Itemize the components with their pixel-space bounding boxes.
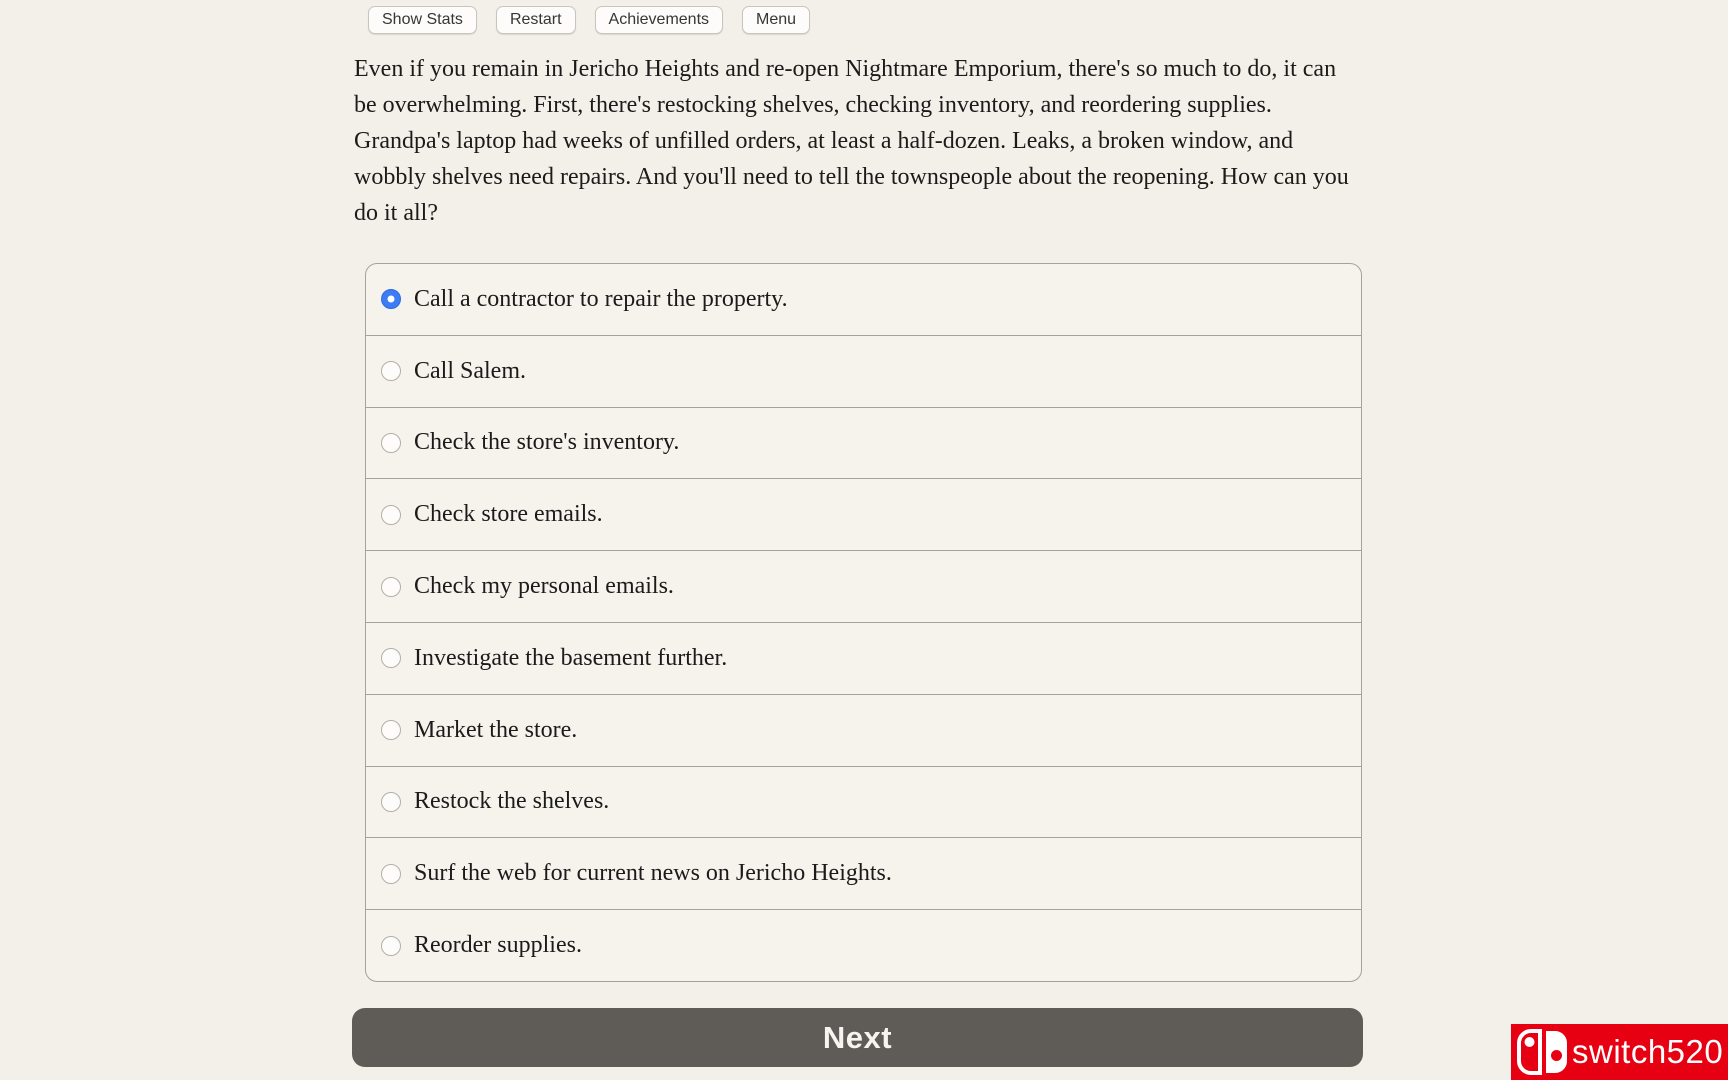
radio-button-selected[interactable] xyxy=(381,289,401,309)
choice-list xyxy=(365,263,1362,982)
choice-option-check-store-emails[interactable] xyxy=(366,478,1361,550)
choice-label: Reorder supplies. xyxy=(414,932,582,959)
toolbar-button-restart[interactable]: Restart xyxy=(496,6,576,34)
radio-button[interactable] xyxy=(381,361,401,381)
story-paragraph: Even if you remain in Jericho Heights and re-open Nightmare Emporium, there's so much to do, it can be overwhelming. First, there's restocking shelves, checking inventory, and reordering supplies. Grandpa's laptop had weeks of unfilled orders, at least a half-dozen. Leaks, a broken window, and wobbly shelves need repairs. And you'll need to tell the townspeople about the reopening. How can you do it all? xyxy=(354,56,1349,226)
toolbar-button-achievements[interactable]: Achievements xyxy=(595,6,724,34)
choice-label: Surf the web for current news on Jericho Heights. xyxy=(414,860,892,887)
radio-button[interactable] xyxy=(381,577,401,597)
choice-label: Market the store. xyxy=(414,716,578,743)
radio-button[interactable] xyxy=(381,648,401,668)
radio-button[interactable] xyxy=(381,433,401,453)
choice-label: Investigate the basement further. xyxy=(414,644,728,671)
choice-option-reorder-supplies[interactable] xyxy=(366,909,1361,981)
radio-button[interactable] xyxy=(381,792,401,812)
choice-label: Call Salem. xyxy=(414,357,526,384)
choice-option-call-a-contractor-to-repair-the-property[interactable] xyxy=(366,264,1361,335)
choice-option-restock-the-shelves[interactable] xyxy=(366,766,1361,838)
choice-option-check-the-store-s-inventory[interactable] xyxy=(366,407,1361,479)
toolbar xyxy=(368,6,810,34)
choice-option-investigate-the-basement-further[interactable] xyxy=(366,622,1361,694)
radio-button[interactable] xyxy=(381,720,401,740)
choice-label: Restock the shelves. xyxy=(414,788,610,815)
choice-option-surf-the-web-for-current-news-on-jericho-heights[interactable] xyxy=(366,837,1361,909)
choice-label: Check my personal emails. xyxy=(414,573,674,600)
nintendo-switch-icon xyxy=(1517,1029,1569,1075)
choice-label: Call a contractor to repair the property. xyxy=(414,285,788,312)
toolbar-button-menu[interactable]: Menu xyxy=(742,6,810,34)
radio-button[interactable] xyxy=(381,864,401,884)
choice-label: Check store emails. xyxy=(414,501,603,528)
watermark-badge xyxy=(1511,1024,1728,1080)
radio-button[interactable] xyxy=(381,505,401,525)
toolbar-button-show-stats[interactable]: Show Stats xyxy=(368,6,477,34)
choice-option-market-the-store[interactable] xyxy=(366,694,1361,766)
radio-button[interactable] xyxy=(381,936,401,956)
next-button[interactable]: Next xyxy=(352,1008,1363,1067)
choice-option-check-my-personal-emails[interactable] xyxy=(366,550,1361,622)
choice-option-call-salem[interactable] xyxy=(366,335,1361,407)
watermark-text: switch520 xyxy=(1572,1033,1724,1070)
choice-label: Check the store's inventory. xyxy=(414,429,680,456)
